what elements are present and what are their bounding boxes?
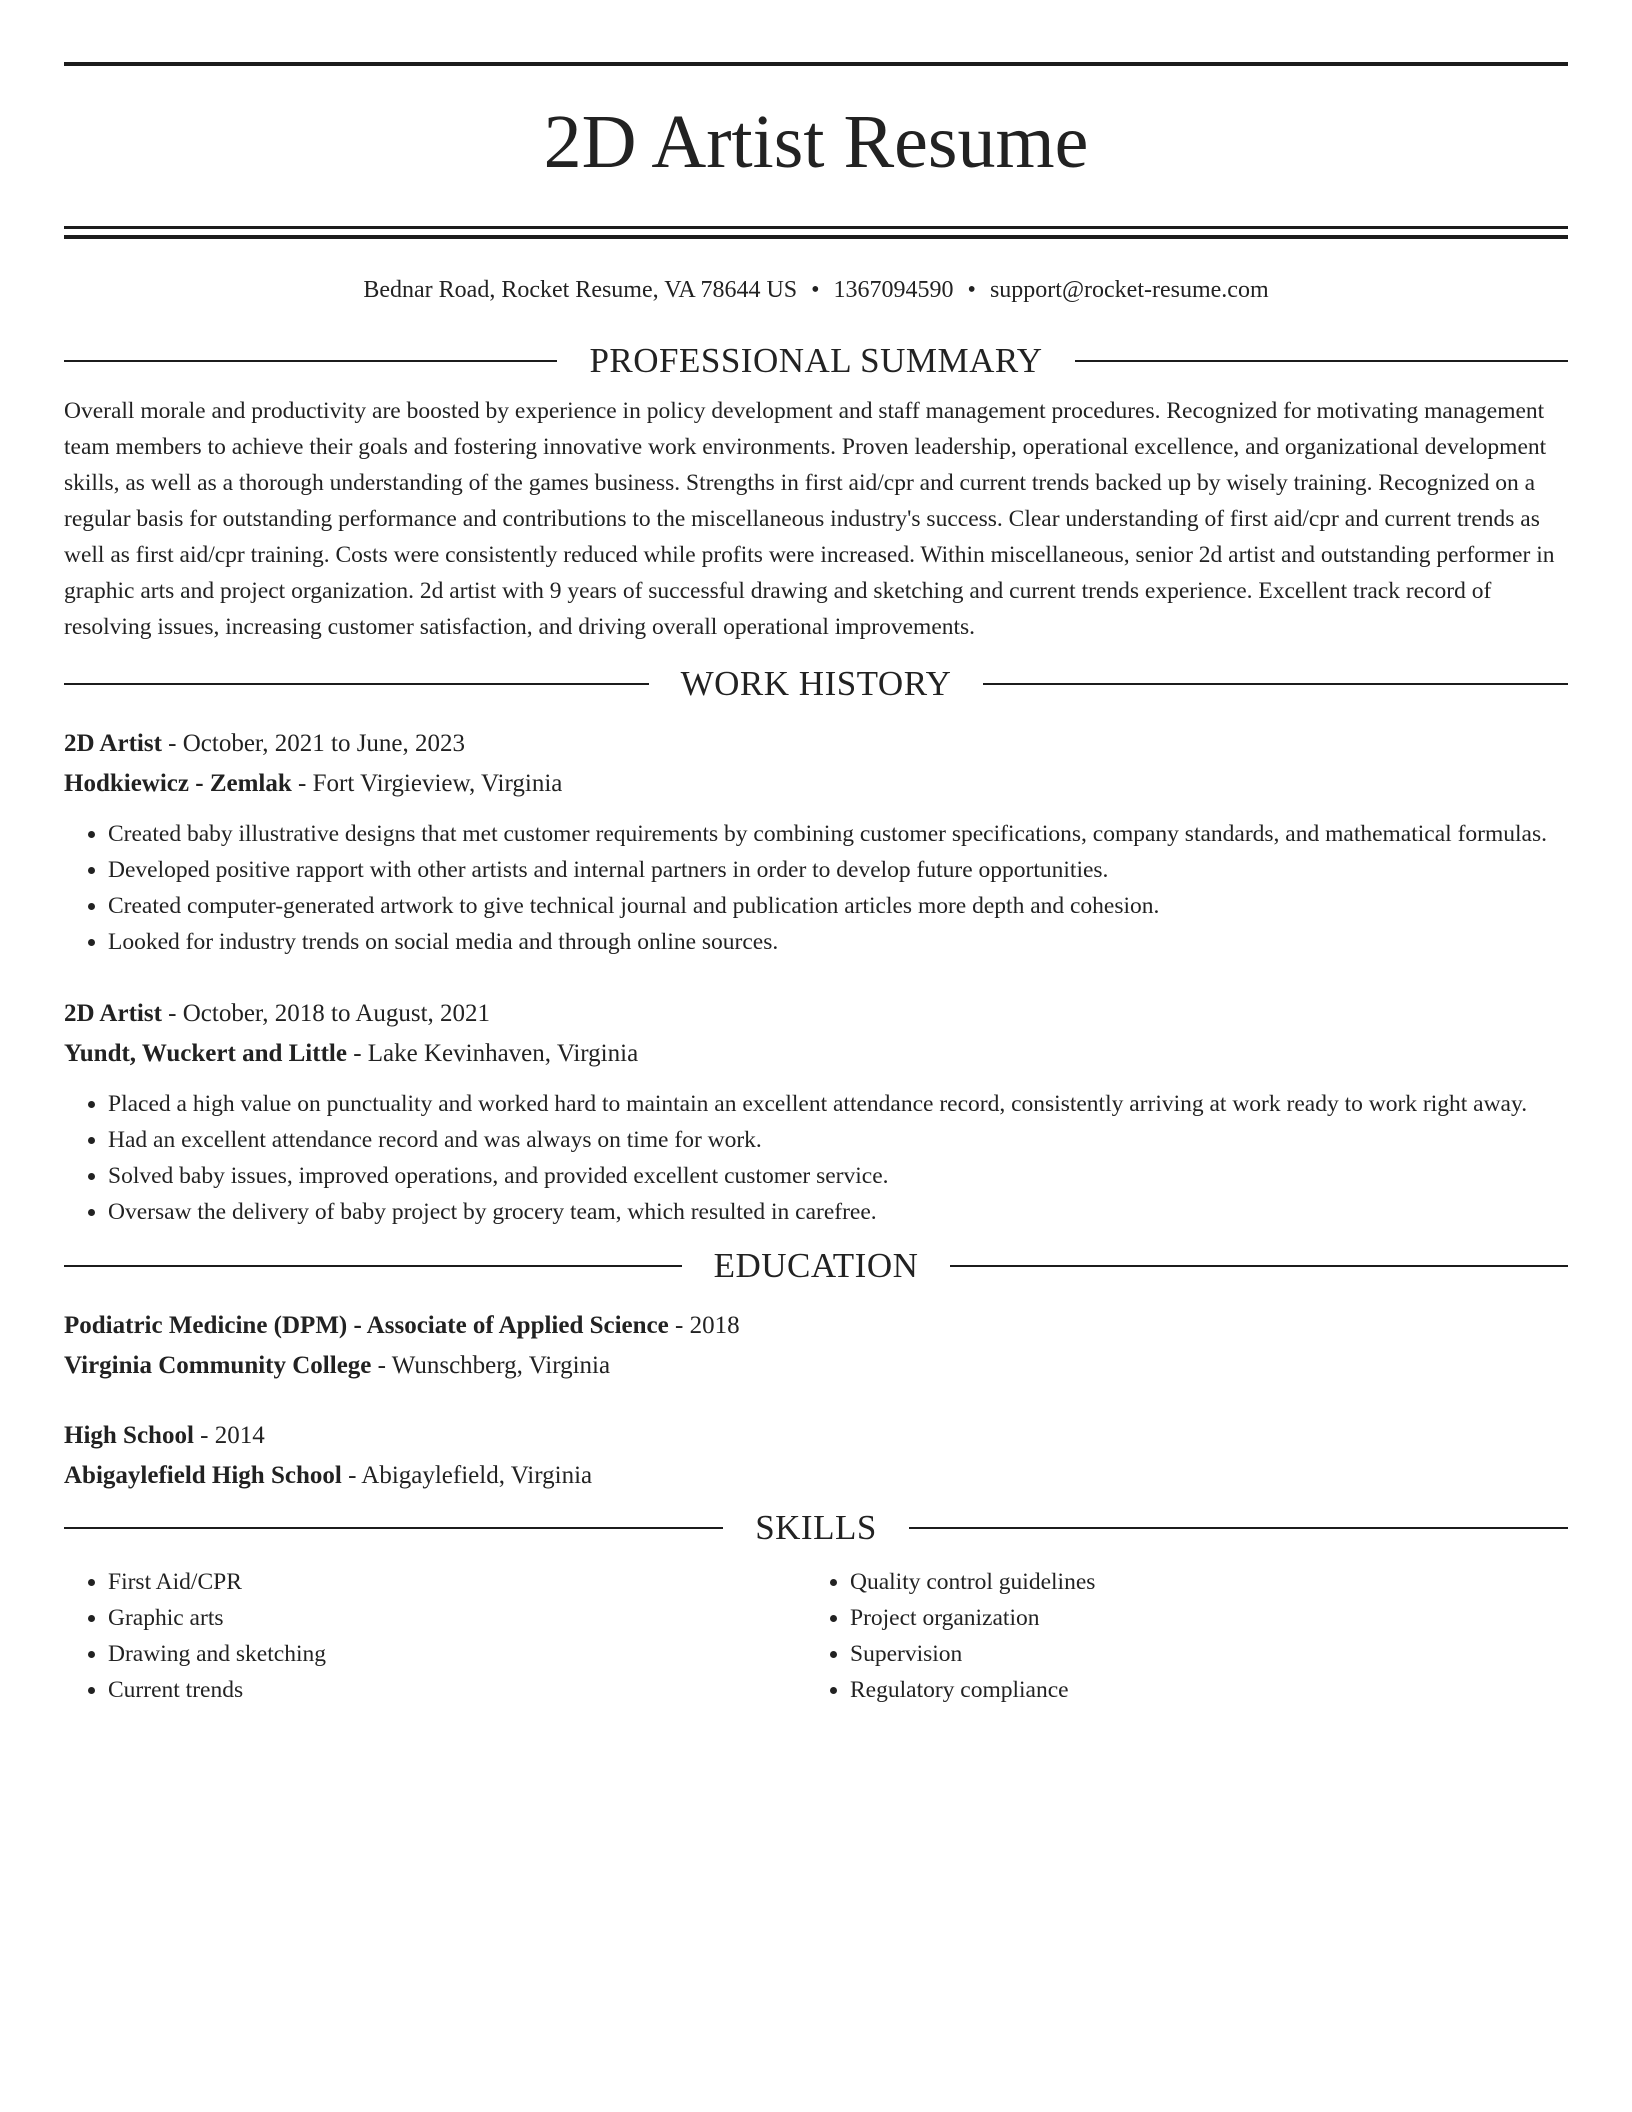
education-degree-line <box>64 1416 1568 1456</box>
skill-item: • Regulatory compliance <box>850 1672 1548 1708</box>
job-bullet: • Placed a high value on punctuality and worked hard to maintain an excellent attendance record, consistently arriving at work ready to work right away. <box>108 1086 1568 1122</box>
job-bullet: • Had an excellent attendance record and was always on time for work. <box>108 1122 1568 1158</box>
education-year: - 2014 <box>193 1422 265 1449</box>
job-location: - Lake Kevinhaven, Virginia <box>346 1040 639 1067</box>
job-bullets <box>64 816 1568 960</box>
contact-address: Bednar Road, Rocket Resume, VA 78644 US <box>363 277 798 303</box>
education-location: - Abigaylefield, Virginia <box>341 1462 593 1489</box>
contact-separator: • <box>811 277 820 303</box>
job-dates: - October, 2021 to June, 2023 <box>161 730 466 757</box>
contact-separator: • <box>967 277 976 303</box>
job-entry <box>64 994 1568 1230</box>
resume-title: 2D Artist Resume <box>543 100 1089 184</box>
contact-email: support@rocket-resume.com <box>989 277 1269 303</box>
job-dates: - October, 2018 to August, 2021 <box>161 1000 491 1027</box>
skill-item: • Graphic arts <box>108 1600 806 1636</box>
education-school: Abigaylefield High School <box>64 1462 342 1489</box>
contact-phone: 1367094590 <box>833 277 954 303</box>
education-school: Virginia Community College <box>64 1352 372 1379</box>
heading-rule <box>64 1265 682 1267</box>
section-title: WORK HISTORY <box>680 664 952 703</box>
section-heading-education <box>64 1246 1568 1286</box>
contact-line <box>64 275 1568 305</box>
education-entry <box>64 1416 1568 1496</box>
job-title: 2D Artist <box>64 1000 162 1027</box>
job-place-line <box>64 1034 1568 1074</box>
heading-rule <box>64 360 557 362</box>
job-entry <box>64 724 1568 960</box>
job-bullet: • Solved baby issues, improved operations, and provided excellent customer service. <box>108 1158 1568 1194</box>
section-heading-skills <box>64 1508 1568 1548</box>
skill-item: • Quality control guidelines <box>850 1564 1548 1600</box>
section-title: EDUCATION <box>713 1246 919 1285</box>
heading-rule <box>950 1265 1568 1267</box>
education-degree: Podiatric Medicine (DPM) - Associate of Applied Science <box>64 1312 669 1339</box>
job-title-line <box>64 724 1568 764</box>
job-location: - Fort Virgieview, Virginia <box>291 770 563 797</box>
education-year: - 2018 <box>668 1312 740 1339</box>
job-bullet: • Created baby illustrative designs that met customer requirements by combining customer specifications, company standards, and mathematical formulas. <box>108 816 1568 852</box>
education-degree: High School <box>64 1422 194 1449</box>
job-company: Yundt, Wuckert and Little <box>64 1040 347 1067</box>
heading-rule <box>64 683 649 685</box>
skill-item: • Supervision <box>850 1636 1548 1672</box>
skills-column-left <box>64 1564 806 1708</box>
job-company: Hodkiewicz - Zemlak <box>64 770 292 797</box>
job-title-line <box>64 994 1568 1034</box>
education-school-line <box>64 1346 1568 1386</box>
education-location: - Wunschberg, Virginia <box>371 1352 611 1379</box>
skill-item: • Project organization <box>850 1600 1548 1636</box>
job-bullet: • Looked for industry trends on social media and through online sources. <box>108 924 1568 960</box>
job-bullet: • Created computer-generated artwork to give technical journal and publication articles more depth and cohesion. <box>108 888 1568 924</box>
job-place-line <box>64 764 1568 804</box>
skills-grid <box>64 1564 1568 1708</box>
section-title: SKILLS <box>755 1508 877 1547</box>
section-heading-summary <box>64 341 1568 381</box>
job-bullet: • Developed positive rapport with other artists and internal partners in order to develop future opportunities. <box>108 852 1568 888</box>
title-double-rule <box>64 226 1568 239</box>
job-bullet: • Oversaw the delivery of baby project by grocery team, which resulted in carefree. <box>108 1194 1568 1230</box>
section-title: PROFESSIONAL SUMMARY <box>589 341 1043 380</box>
education-degree-line <box>64 1306 1568 1346</box>
top-rule <box>64 62 1568 66</box>
education-entry <box>64 1306 1568 1386</box>
heading-rule <box>64 1527 723 1529</box>
heading-rule <box>983 683 1568 685</box>
skill-item: • First Aid/CPR <box>108 1564 806 1600</box>
education-school-line <box>64 1456 1568 1496</box>
job-bullets <box>64 1086 1568 1230</box>
skill-item: • Current trends <box>108 1672 806 1708</box>
job-title: 2D Artist <box>64 730 162 757</box>
skill-item: • Drawing and sketching <box>108 1636 806 1672</box>
summary-text: Overall morale and productivity are boosted by experience in policy development and staff management procedures. Recognized for motivating management team members to achieve their goals and fostering innovative work environments. Proven leadership, operational excellence, and organizational development skills, as well as a thorough understanding of the games business. Strengths in first aid/cpr and current trends backed up by wisely training. Recognized on a regular basis for outstanding performance and contributions to the miscellaneous industry's success. Clear understanding of first aid/cpr and current trends as well as first aid/cpr training. Costs were consistently reduced while profits were increased. Within miscellaneous, senior 2d artist and outstanding performer in graphic arts and project organization. 2d artist with 9 years of successful drawing and sketching and current trends experience. Excellent track record of resolving issues, increasing customer satisfaction, and driving overall operational improvements. <box>64 398 1555 640</box>
heading-rule <box>1075 360 1568 362</box>
heading-rule <box>909 1527 1568 1529</box>
section-heading-work <box>64 664 1568 704</box>
skills-column-right <box>806 1564 1548 1708</box>
